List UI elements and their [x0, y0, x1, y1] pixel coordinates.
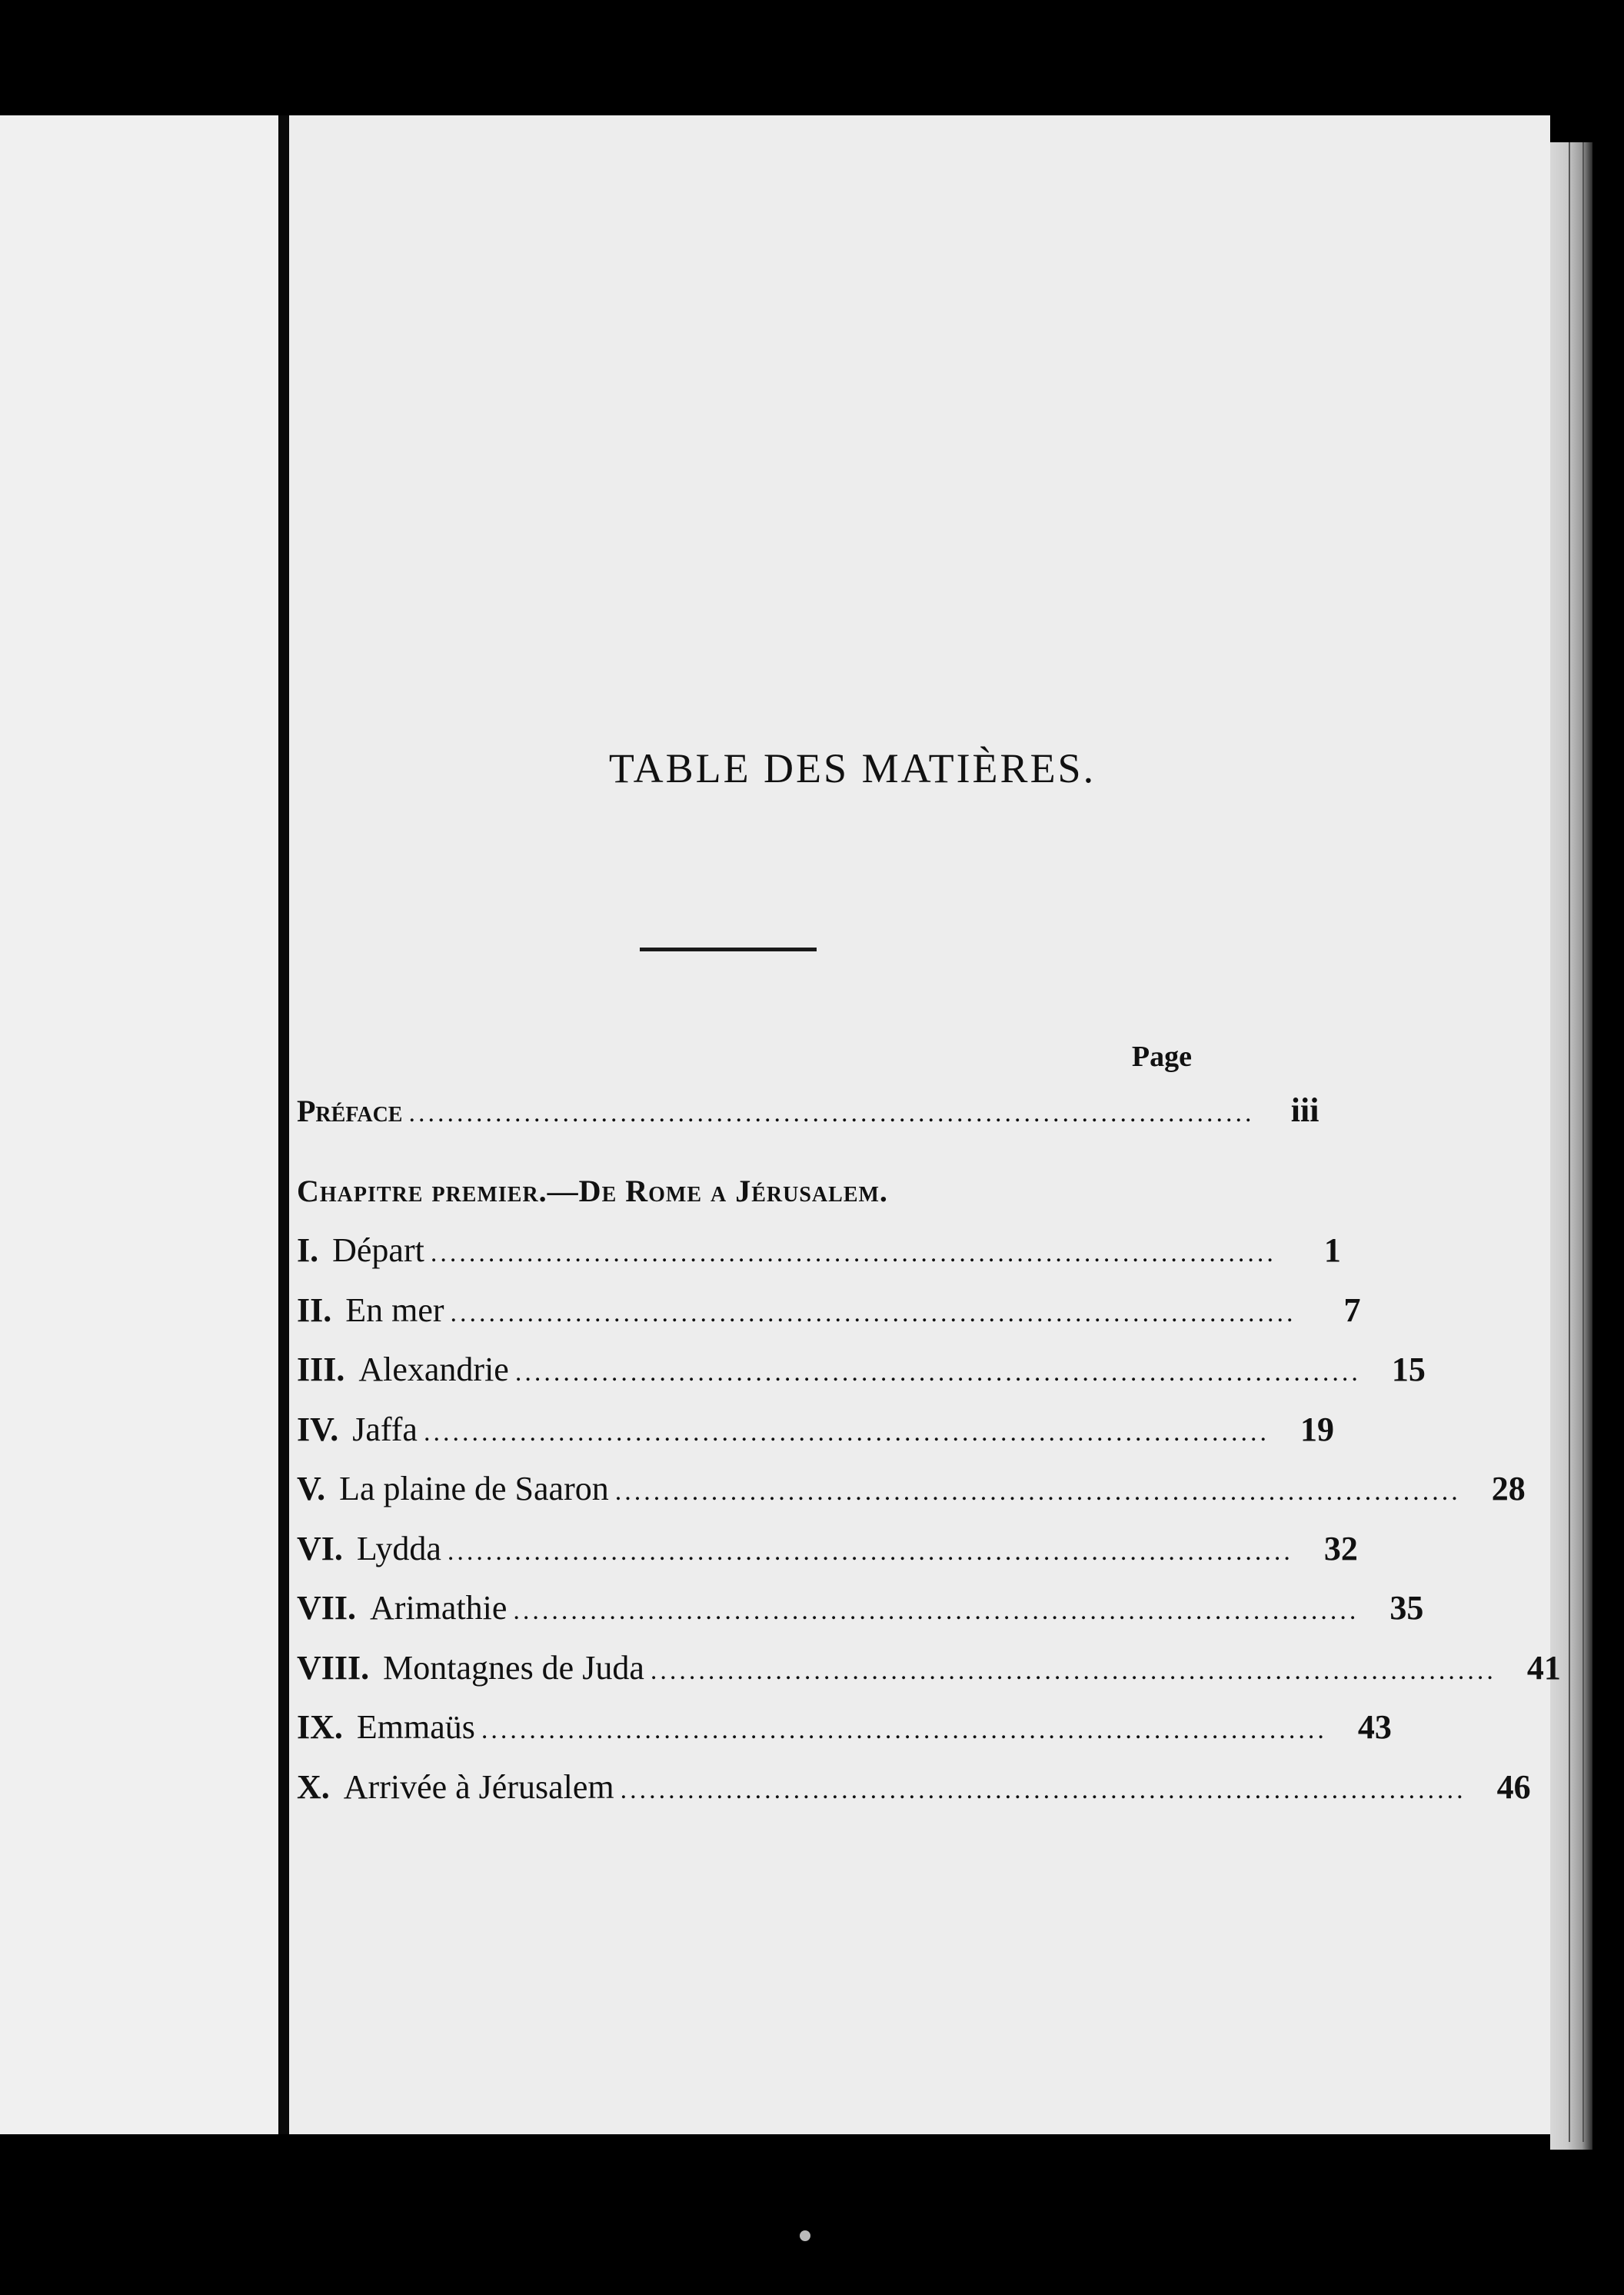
- toc-entry-number: VI.: [297, 1530, 343, 1567]
- title-rule: [640, 948, 817, 951]
- toc-entry-number: X.: [297, 1768, 330, 1806]
- page-edges: [1550, 142, 1592, 2150]
- toc-entry-page: 32: [1323, 1530, 1358, 1567]
- facing-page-blank: [0, 115, 278, 2134]
- toc-entry[interactable]: [297, 1291, 1361, 1337]
- toc-entry[interactable]: [297, 1529, 1358, 1575]
- toc-entry-label: Départ: [332, 1231, 424, 1269]
- book-gutter: [278, 115, 289, 2134]
- toc-entry-label: Arrivée à Jérusalem: [343, 1768, 614, 1806]
- leader-dots: ........................................................................................: [408, 1099, 1255, 1128]
- toc-entry-page: 28: [1491, 1470, 1526, 1507]
- toc-entry[interactable]: [297, 1588, 1424, 1634]
- toc-entry-number: II.: [297, 1291, 332, 1329]
- toc-entry-page: 35: [1389, 1589, 1424, 1627]
- toc-entry-label: Montagnes de Juda: [383, 1649, 644, 1687]
- toc-entry-number: VII.: [297, 1589, 357, 1627]
- toc-entry-page: 7: [1343, 1291, 1361, 1329]
- toc-entry[interactable]: [297, 1231, 1341, 1277]
- toc-entry[interactable]: [297, 1767, 1531, 1814]
- toc-entry-number: VIII.: [297, 1649, 370, 1687]
- toc-entry-page: 41: [1526, 1649, 1561, 1687]
- leader-dots: ........................................................................................: [430, 1239, 1276, 1267]
- toc-entry-label: Jaffa: [352, 1411, 418, 1448]
- chapter-heading: Chapitre premier.—De Rome a Jérusalem.: [297, 1174, 888, 1208]
- leader-dots: ........................................................................................: [450, 1299, 1296, 1327]
- toc-entry-label: Lydda: [356, 1530, 441, 1567]
- toc-entry-page: 43: [1357, 1708, 1392, 1746]
- toc-entry-number: IV.: [297, 1411, 339, 1448]
- toc-entry-page: 1: [1323, 1231, 1341, 1269]
- leader-dots: ........................................................................................: [423, 1418, 1270, 1447]
- leader-dots: ........................................................................................: [514, 1358, 1361, 1387]
- leader-dots: ........................................................................................: [481, 1716, 1327, 1744]
- leader-dots: ........................................................................................: [650, 1657, 1496, 1685]
- toc-entry-label: Alexandrie: [358, 1351, 509, 1388]
- toc-entry[interactable]: [297, 1707, 1392, 1754]
- leader-dots: ........................................................................................: [513, 1597, 1359, 1625]
- page-edge-line: [1582, 142, 1584, 2142]
- toc-entry-page: iii: [1290, 1091, 1320, 1129]
- toc-entry[interactable]: [297, 1350, 1426, 1396]
- leader-dots: ........................................................................................: [614, 1477, 1461, 1506]
- toc-entry-number: I.: [297, 1231, 319, 1269]
- toc-entry-number: IX.: [297, 1708, 343, 1746]
- page-column-heading: Page: [1131, 1041, 1192, 1073]
- page-mark: [800, 2230, 810, 2241]
- page-title: TABLE DES MATIÈRES.: [608, 745, 1097, 791]
- toc-entry-label: En mer: [345, 1291, 444, 1329]
- toc-entry[interactable]: [297, 1410, 1334, 1456]
- leader-dots: ........................................................................................: [620, 1776, 1466, 1804]
- leader-dots: ........................................................................................: [447, 1537, 1293, 1566]
- toc-entry-label: La plaine de Saaron: [339, 1470, 609, 1507]
- toc-entry[interactable]: [297, 1648, 1561, 1694]
- toc-entry-page: 19: [1300, 1411, 1334, 1448]
- toc-entry-label: Préface: [297, 1094, 403, 1128]
- toc-entry-label: Emmaüs: [356, 1708, 475, 1746]
- page-edge-line: [1569, 142, 1570, 2142]
- toc-entry-number: V.: [297, 1470, 326, 1507]
- toc-entry-number: III.: [297, 1351, 345, 1388]
- toc-entry-label: Arimathie: [370, 1589, 508, 1627]
- toc-entry-page: 15: [1391, 1351, 1426, 1388]
- toc-entry-page: 46: [1496, 1768, 1531, 1806]
- toc-entry[interactable]: [297, 1469, 1526, 1515]
- toc-entry-preface[interactable]: [297, 1091, 1320, 1137]
